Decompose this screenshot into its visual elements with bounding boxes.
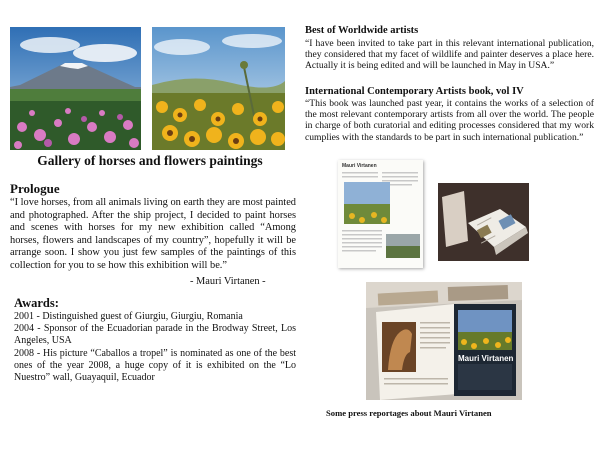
- article-title-contemporary: International Contemporary Artists book, vol IV: [305, 86, 524, 97]
- press-book-photo: [438, 183, 529, 261]
- awards-heading: Awards:: [14, 296, 59, 310]
- article-text-contemporary: “This book was launched past year, it contains the works of a selection of the most relevant contemporary artists from all over the world. The people in charge of both curatorial and editing processes considered that my work cumplies with the standards to be part in such international publication.”: [305, 98, 594, 143]
- article-text-worldwide: “I have been invited to take part in this relevant international publication, they considered that my facet of wildlife and painter deserves a place here. Actually it is being edited and will be launched in May in USA.”: [305, 38, 594, 72]
- press-magazine-spread: [366, 282, 522, 400]
- article-title-worldwide: Best of Worldwide artists: [305, 25, 419, 36]
- painting-sunflowers-image: [152, 27, 285, 150]
- press-magazine-page: [338, 160, 423, 268]
- painting-sunflowers: [152, 27, 285, 150]
- prologue-text: “I love horses, from all animals living on earth they are most painted and photographed. After the ship project, I decided to paint horses and scenes with horses for my new exhibition called “Among horses, flowers and landscapes of my country”, hopefully it will be arrange soon. I show you just few samples of the paintings of this collection for you to se how this exhibition will be.”: [10, 197, 296, 271]
- prologue-signature: - Mauri Virtanen -: [190, 276, 266, 287]
- gallery-title: Gallery of horses and flowers paintings: [37, 153, 263, 168]
- press-caption: Some press reportages about Mauri Virtanen: [326, 408, 492, 418]
- painting-volcano-image: [10, 27, 141, 150]
- cover-artist-name: Mauri Virtanen: [458, 354, 514, 363]
- magazine-page-image: [338, 160, 423, 268]
- award-item: 2004 - Sponsor of the Ecuadorian parade in the Brodway Street, Los Angeles, USA: [14, 323, 296, 347]
- award-item: 2008 - His picture “Caballos a tropel” is nominated as one of the best ones of the year 2008, a huge copy of it is exhibited on the “Lo Nuestro” wall, Guayaquil, Ecuador: [14, 347, 296, 384]
- book-photo-image: [438, 183, 529, 261]
- awards-list: [14, 311, 296, 384]
- prologue-heading: Prologue: [10, 181, 60, 196]
- magazine-spread-image: [366, 282, 522, 400]
- magazine-header: Mauri Virtanen: [342, 163, 377, 169]
- painting-volcano-flowers: [10, 27, 141, 150]
- award-item: 2001 - Distinguished guest of Giurgiu, Giurgiu, Romania: [14, 311, 243, 322]
